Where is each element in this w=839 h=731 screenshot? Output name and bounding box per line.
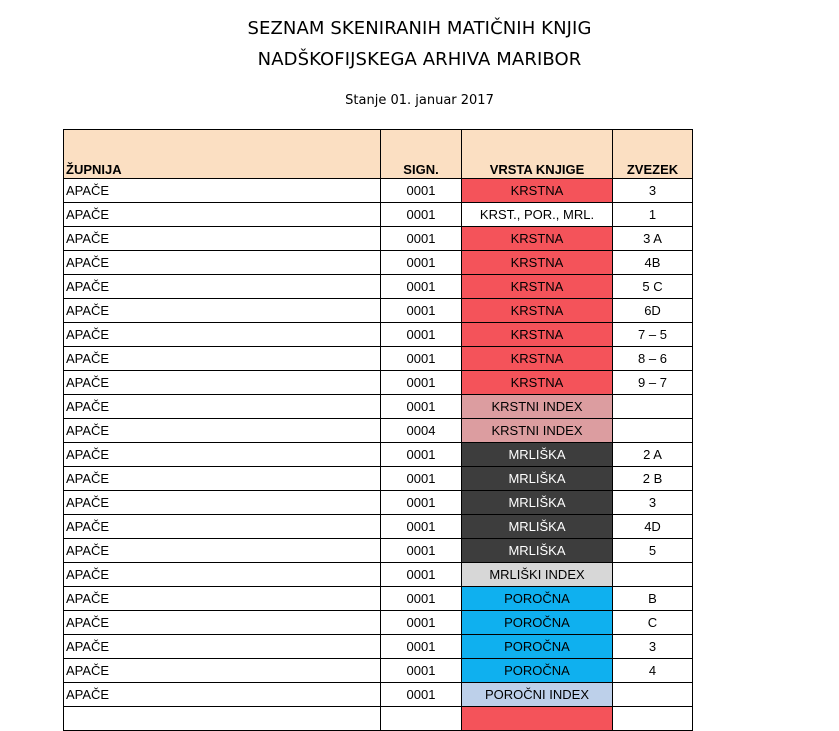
- cell-zvezek: [613, 419, 693, 443]
- table-row: [64, 563, 693, 587]
- cell-zupnija: APAČE: [64, 419, 381, 443]
- cell-zvezek: 3: [613, 491, 693, 515]
- cell-zvezek: 5 C: [613, 275, 693, 299]
- cell-sign: 0001: [381, 227, 462, 251]
- cell-sign: 0001: [381, 635, 462, 659]
- cell-vrsta: POROČNA: [462, 659, 613, 683]
- cell-vrsta: MRLIŠKA: [462, 515, 613, 539]
- cell-zupnija: APAČE: [64, 299, 381, 323]
- cell-cutoff: [64, 707, 381, 731]
- cell-zupnija: APAČE: [64, 443, 381, 467]
- cell-vrsta: MRLIŠKA: [462, 539, 613, 563]
- cell-zvezek: B: [613, 587, 693, 611]
- table-row: [64, 419, 693, 443]
- cell-zupnija: APAČE: [64, 179, 381, 203]
- cell-zupnija: APAČE: [64, 515, 381, 539]
- cell-sign: 0001: [381, 467, 462, 491]
- cell-zvezek: C: [613, 611, 693, 635]
- cell-zupnija: APAČE: [64, 611, 381, 635]
- cell-zupnija: APAČE: [64, 275, 381, 299]
- column-header-sign: SIGN.: [381, 130, 462, 179]
- cell-cutoff: [613, 707, 693, 731]
- cell-sign: 0001: [381, 251, 462, 275]
- cell-zvezek: 2 A: [613, 443, 693, 467]
- cell-zupnija: APAČE: [64, 227, 381, 251]
- document-title-line1: SEZNAM SKENIRANIH MATIČNIH KNJIG: [247, 18, 592, 39]
- cell-zupnija: APAČE: [64, 395, 381, 419]
- table-row: [64, 275, 693, 299]
- cell-zupnija: APAČE: [64, 635, 381, 659]
- registry-table: [63, 129, 693, 731]
- cell-zvezek: [613, 563, 693, 587]
- table-row: [64, 227, 693, 251]
- cell-zvezek: 4: [613, 659, 693, 683]
- table-row: [64, 491, 693, 515]
- cell-zvezek: [613, 683, 693, 707]
- cell-zvezek: 3 A: [613, 227, 693, 251]
- cell-zupnija: APAČE: [64, 539, 381, 563]
- cell-vrsta: MRLIŠKA: [462, 491, 613, 515]
- table-row: [64, 659, 693, 683]
- status-date: Stanje 01. januar 2017: [345, 93, 494, 108]
- cell-zvezek: 3: [613, 179, 693, 203]
- cell-zupnija: APAČE: [64, 347, 381, 371]
- cell-vrsta: KRSTNA: [462, 347, 613, 371]
- column-header-vrsta: VRSTA KNJIGE: [462, 130, 613, 179]
- table-row: [64, 299, 693, 323]
- cell-zupnija: APAČE: [64, 563, 381, 587]
- cell-vrsta: KRSTNI INDEX: [462, 419, 613, 443]
- cell-zvezek: 9 – 7: [613, 371, 693, 395]
- table-body: [64, 179, 693, 731]
- cell-vrsta: POROČNI INDEX: [462, 683, 613, 707]
- column-header-zupnija: ŽUPNIJA: [64, 130, 381, 179]
- cell-vrsta: KRSTNA: [462, 227, 613, 251]
- cell-zvezek: 4D: [613, 515, 693, 539]
- cell-sign: 0001: [381, 563, 462, 587]
- cell-sign: 0001: [381, 179, 462, 203]
- cell-zvezek: 4B: [613, 251, 693, 275]
- cell-sign: 0001: [381, 203, 462, 227]
- cell-vrsta: POROČNA: [462, 611, 613, 635]
- column-header-zvezek: ZVEZEK: [613, 130, 693, 179]
- table-row: [64, 611, 693, 635]
- cell-sign: 0001: [381, 611, 462, 635]
- cell-zupnija: APAČE: [64, 203, 381, 227]
- table-row: [64, 539, 693, 563]
- cell-vrsta: KRSTNI INDEX: [462, 395, 613, 419]
- table-row: [64, 515, 693, 539]
- cell-vrsta: MRLIŠKA: [462, 467, 613, 491]
- cell-zupnija: APAČE: [64, 587, 381, 611]
- cell-zvezek: 6D: [613, 299, 693, 323]
- cell-vrsta: MRLIŠKA: [462, 443, 613, 467]
- table-header-row: [64, 130, 693, 179]
- table-row: [64, 635, 693, 659]
- table-row: [64, 683, 693, 707]
- table-row: [64, 587, 693, 611]
- cell-zvezek: 1: [613, 203, 693, 227]
- cell-sign: 0001: [381, 443, 462, 467]
- cell-zvezek: 5: [613, 539, 693, 563]
- cell-sign: 0001: [381, 659, 462, 683]
- cell-zvezek: 7 – 5: [613, 323, 693, 347]
- cell-zvezek: 8 – 6: [613, 347, 693, 371]
- cell-zvezek: 2 B: [613, 467, 693, 491]
- document-title-line2: NADŠKOFIJSKEGA ARHIVA MARIBOR: [257, 49, 582, 70]
- cell-vrsta: KRSTNA: [462, 179, 613, 203]
- cell-sign: 0001: [381, 539, 462, 563]
- table-row: [64, 395, 693, 419]
- table-row: [64, 443, 693, 467]
- table-row: [64, 347, 693, 371]
- cell-sign: 0001: [381, 683, 462, 707]
- cell-zvezek: [613, 395, 693, 419]
- cell-sign: 0001: [381, 299, 462, 323]
- cell-sign: 0004: [381, 419, 462, 443]
- cell-cutoff: [462, 707, 613, 731]
- table-row: [64, 251, 693, 275]
- cell-sign: 0001: [381, 371, 462, 395]
- table-row: [64, 371, 693, 395]
- cell-vrsta: KRSTNA: [462, 275, 613, 299]
- cell-zupnija: APAČE: [64, 683, 381, 707]
- cell-zupnija: APAČE: [64, 491, 381, 515]
- table-row: [64, 467, 693, 491]
- table-row: [64, 323, 693, 347]
- cell-vrsta: KRSTNA: [462, 299, 613, 323]
- cell-vrsta: KRST., POR., MRL.: [462, 203, 613, 227]
- table-row: [64, 179, 693, 203]
- cell-sign: 0001: [381, 515, 462, 539]
- cell-vrsta: POROČNA: [462, 587, 613, 611]
- cell-sign: 0001: [381, 395, 462, 419]
- cell-vrsta: POROČNA: [462, 635, 613, 659]
- cell-vrsta: KRSTNA: [462, 323, 613, 347]
- cell-zupnija: APAČE: [64, 371, 381, 395]
- cell-vrsta: KRSTNA: [462, 371, 613, 395]
- cell-vrsta: KRSTNA: [462, 251, 613, 275]
- cell-sign: 0001: [381, 491, 462, 515]
- cell-sign: 0001: [381, 275, 462, 299]
- cell-sign: 0001: [381, 347, 462, 371]
- cell-zupnija: APAČE: [64, 251, 381, 275]
- table-row: [64, 203, 693, 227]
- cell-zupnija: APAČE: [64, 323, 381, 347]
- cell-sign: 0001: [381, 587, 462, 611]
- cell-sign: 0001: [381, 323, 462, 347]
- table-row-cutoff: [64, 707, 693, 731]
- cell-cutoff: [381, 707, 462, 731]
- cell-zupnija: APAČE: [64, 659, 381, 683]
- cell-vrsta: MRLIŠKI INDEX: [462, 563, 613, 587]
- cell-zvezek: 3: [613, 635, 693, 659]
- cell-zupnija: APAČE: [64, 467, 381, 491]
